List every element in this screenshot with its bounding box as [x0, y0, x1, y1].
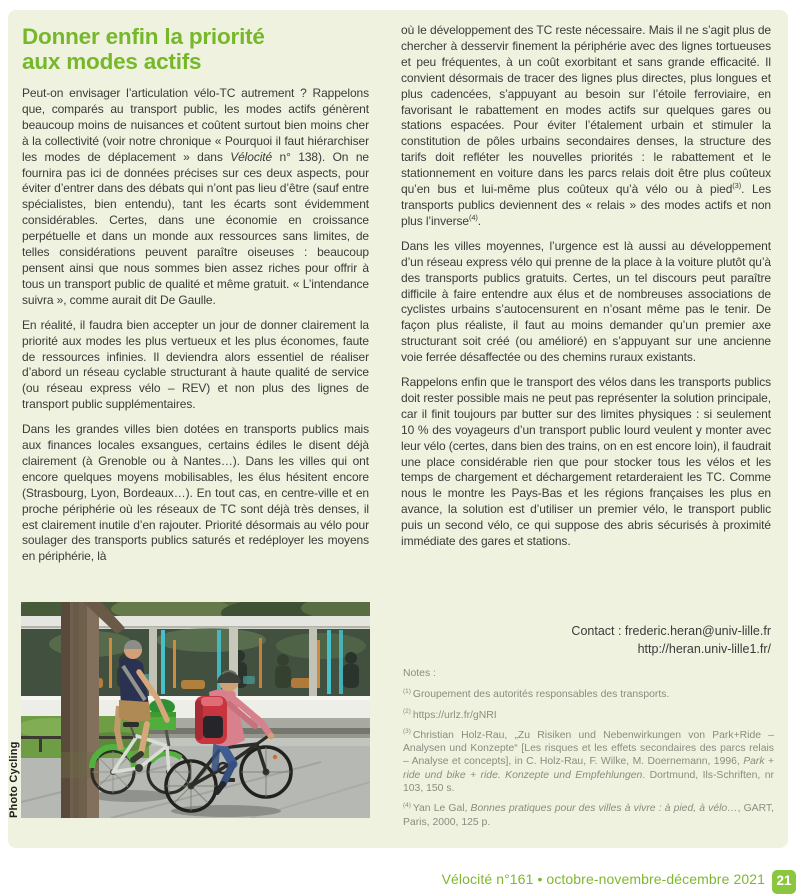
- contact-email: Contact : frederic.heran@univ-lille.fr: [571, 624, 771, 638]
- title-line-1: Donner enfin la priorité: [22, 24, 265, 49]
- article-title: [22, 24, 382, 75]
- paragraph: En réalité, il faudra bien accepter un jour de donner clairement la priorité aux modes les plus vertueux et les plus économes, faute de ressources infinies. Il deviendra alors essentiel de réaliser d’abord un réseau cyclable structurant à haute qualité de service (ou réseau express vélo – REV) et non plus des lignes de transport public supplémentaires.: [22, 317, 369, 412]
- photo-credit: Photo Cycling: [8, 741, 20, 818]
- note-text: Groupement des autorités responsables des transports.: [412, 689, 670, 701]
- paragraph: Peut-on envisager l’articulation vélo-TC autrement ? Rappelons que, comparés au transport public, les modes actifs génèrent beaucoup moins de nuisances et coûtent surtout bien moins cher à la collectivité (voir notre chronique « Pourquoi il faut hiérarchiser les modes de déplacement » dans Vélocité n° 138). On ne fournira pas ici de données précises sur ces deux aspects, pour éviter d’entrer dans des débats qui n’ont pas lieu d’être (sauf entre spécialistes, bien entendu), tant les écarts sont évidemment considérables. Certes, dans une économie en croissance perpétuelle et dans un monde aux ressources sans limites, de telles considérations peuvent paraître oiseuses : beaucoup pensent ainsi que nous sommes bien assez riches pour offrir à tous un transport public de qualité et même gratuit. « L’intendance suivra », comme aurait dit De Gaulle.: [22, 86, 369, 307]
- column-right: [401, 23, 771, 624]
- note-item: [403, 802, 774, 829]
- page-number-badge: 21: [772, 870, 796, 894]
- notes-section: [403, 667, 774, 836]
- note-item: [403, 709, 774, 722]
- note-text: Christian Holz-Rau, „Zu Risiken und Nebenwirkungen von Park+Ride – Analysen und Konzepte“ [Les risques et les effets secondaires des parcs relais – Analyse et concepts], in C. Holz-Rau, F. Wilke, M. Doernemann, 1996, Park + ride und bike + ride. Konzepte und Empfehlungen. Dortmund, Ils-Schriften, nr 103, 150 s.: [403, 729, 774, 795]
- note-text: https://urlz.fr/gNRI: [412, 709, 497, 721]
- notes-label: Notes :: [403, 668, 436, 679]
- article-panel: [8, 10, 788, 848]
- article-photo: [8, 602, 370, 818]
- footer-issue-line: Vélocité n°161 • octobre-novembre-décembre 2021: [441, 871, 765, 887]
- note-item: [403, 688, 774, 701]
- title-line-2: aux modes actifs: [22, 49, 202, 75]
- note-marker: (3): [403, 728, 411, 736]
- note-text: Yan Le Gal, Bonnes pratiques pour des villes à vivre : à pied, à vélo…, GART, Paris, 2000, 125 p.: [403, 803, 774, 828]
- note-marker: (4): [403, 801, 411, 809]
- paragraph: où le développement des TC reste nécessaire. Mais il ne s’agit plus de chercher à desservir finement la périphérie avec des lignes tortueuses et peu fréquentes, à un coût exorbitant et sans grande efficacité. Il convient désormais de tracer des lignes plus directes, plus longues et plus cadencées, s’appuyant au besoin sur l’étoile ferroviaire, en favorisant le rabattement en modes actifs sur quelques gares ou stations espacées. Pour éviter l’étalement urbain et stimuler la constitution de pôles urbains secondaires denses, la structure des tarifs doit refléter les nouvelles priorités : le rabattement et le stationnement en voiture dans les parcs relais doit être plus coûteux qu’en bus et lui-même plus coûteux qu’à vélo ou à pied$^{(3)}$. Les transports publics deviennent des « relais » des modes actifs et non plus l’inverse$^{(4)}$.: [401, 23, 771, 228]
- note-item: [403, 729, 774, 795]
- paragraph: Rappelons enfin que le transport des vélos dans les transports publics doit rester possible mais ne peut pas représenter la solution principale, car il finit toujours par butter sur des limites physiques : si seulement 10 % des voyageurs d’un transport public lourd veulent y monter avec leur vélo (certes, dans bien des trains, on en est encore loin), il faudrait une place considérable rien que pour stocker tous les vélos et les temps de chargement et déchargement retarderaient les TC. Comme nous le montre les Pays-Bas et les régions françaises les plus en avance, la solution est d’utiliser un premier vélo, le transport public puis un second vélo, ce qui suppose des abris sécurisés à proximité immédiate des gares et stations.: [401, 375, 771, 549]
- contact-block: [401, 623, 771, 658]
- note-marker: (2): [403, 708, 411, 716]
- tram-cyclists-photo: [21, 602, 370, 818]
- paragraph: Dans les villes moyennes, l’urgence est là aussi au développement d’un réseau express vélo qui prenne de la place à la voiture plutôt qu’à des transports publics gratuits. Certes, un tel discours peut paraître difficile à faire entendre aux élus et de nombreuses associations de cyclistes urbains s’autocensurent en n’osant même pas le tenir. De façon plus réaliste, il faut au moins demander qu’un premier axe structurant soit créé (ou amélioré) en s’appuyant sur une ancienne voie ferrée désaffectée ou des chemins ruraux existants.: [401, 238, 771, 365]
- contact-url: http://heran.univ-lille1.fr/: [637, 641, 771, 656]
- paragraph: Dans les grandes villes bien dotées en transports publics mais aux finances locales exsangues, certains édiles le disent déjà clairement (à Grenoble ou à Nantes…). Dans les villes qui ont encore quelques moyens mobilisables, les élus hésitent encore (Strasbourg, Lyon, Bordeaux…). En tout cas, en centre-ville et en proche périphérie où les réseaux de TC sont déjà très denses, il est clairement inutile d’en rajouter. Priorité désormais au vélo pour soulager des transports publics saturés et redéployer les moyens en périphérie, là: [22, 422, 369, 564]
- note-marker: (1): [403, 687, 411, 695]
- column-left: [22, 86, 369, 600]
